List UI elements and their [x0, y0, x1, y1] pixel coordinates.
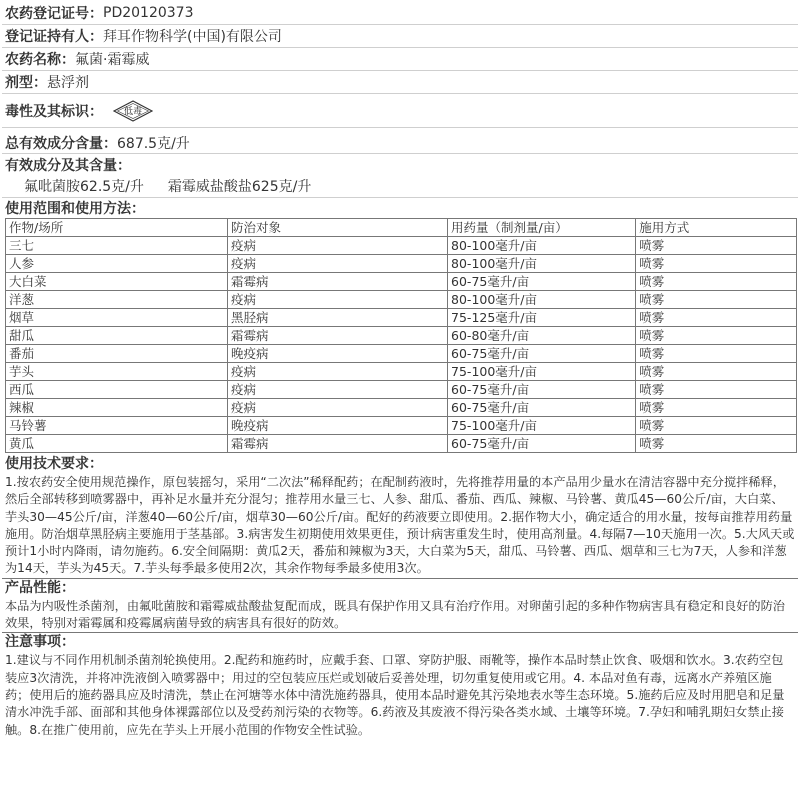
table-cell: 60-75毫升/亩	[448, 381, 636, 399]
table-cell: 80-100毫升/亩	[448, 255, 636, 273]
table-cell: 番茄	[6, 345, 228, 363]
table-header-cell: 施用方式	[636, 219, 797, 237]
total-content-row	[2, 132, 798, 154]
table-cell: 喷雾	[636, 399, 797, 417]
table-cell: 喷雾	[636, 309, 797, 327]
table-cell: 霜霉病	[228, 327, 448, 345]
table-cell: 喷雾	[636, 237, 797, 255]
table-cell: 60-75毫升/亩	[448, 345, 636, 363]
table-cell: 80-100毫升/亩	[448, 291, 636, 309]
table-cell: 60-80毫升/亩	[448, 327, 636, 345]
registration-label: 农药登记证号：	[5, 6, 103, 22]
formulation-label: 剂型：	[5, 75, 47, 91]
table-row	[6, 255, 797, 273]
table-cell: 疫病	[228, 237, 448, 255]
table-cell: 三七	[6, 237, 228, 255]
active-ingredients-list	[2, 175, 798, 198]
table-cell: 辣椒	[6, 399, 228, 417]
table-cell: 黑胫病	[228, 309, 448, 327]
table-cell: 喷雾	[636, 255, 797, 273]
table-cell: 80-100毫升/亩	[448, 237, 636, 255]
registration-row	[2, 2, 798, 25]
table-cell: 60-75毫升/亩	[448, 273, 636, 291]
toxicity-label: 毒性及其标识：	[5, 103, 103, 120]
ingredient-item: 霜霉威盐酸盐625克/升	[167, 179, 312, 195]
table-row	[6, 417, 797, 435]
active-ingredients-label: 有效成分及其含量：	[5, 157, 131, 174]
formulation-value: 悬浮剂	[47, 75, 89, 91]
table-cell: 疫病	[228, 381, 448, 399]
table-cell: 喷雾	[636, 381, 797, 399]
pesticide-label-document	[2, 2, 798, 798]
table-header-cell: 防治对象	[228, 219, 448, 237]
table-cell: 喷雾	[636, 345, 797, 363]
toxicity-badge-text: 低毒	[123, 107, 142, 117]
table-row	[6, 273, 797, 291]
technical-title: 使用技术要求：	[5, 456, 103, 472]
table-cell: 疫病	[228, 363, 448, 381]
table-cell: 霜霉病	[228, 435, 448, 453]
table-header-cell: 用药量（制剂量/亩）	[448, 219, 636, 237]
technical-text: 1.按农药安全使用规范操作，原包装摇匀，采用“二次法”稀释配药；在配制药液时，先将推荐用量的本产品用少量水在清洁容器中充分搅拌稀释，然后全部转移到喷雾器中，再补足水量并充分混匀；推荐用水量三七、人参、甜瓜、番茄、西瓜、辣椒、马铃薯、黄瓜45—60公斤/亩，大白菜、芋头30—45公斤/亩，洋葱40—60公斤/亩，烟草30—60公斤/亩。配好的药液要立即使用。2.据作物大小，确定适合的用水量，按每亩推荐用药量施用。防治烟草黑胫病主要施用于茎基部。3.病害发生初期使用效果更佳，预计病害重发生时，使用高剂量。4.每隔7—10天施用一次。5.大风天或预计1小时内降雨，请勿施药。6.安全间隔期：黄瓜2天，番茄和辣椒为3天，大白菜为5天，甜瓜、马铃薯、西瓜、烟草和三七为7天，人参和洋葱为14天，芋头为45天。7.芋头每季最多使用2次，其余作物每季最多使用3次。	[2, 474, 798, 579]
table-row	[6, 327, 797, 345]
formulation-row	[2, 71, 798, 94]
total-content-value: 687.5克/升	[117, 135, 190, 152]
holder-row	[2, 25, 798, 48]
active-ingredients-row	[2, 154, 798, 175]
table-cell: 芋头	[6, 363, 228, 381]
toxicity-row	[2, 94, 798, 128]
table-cell: 喷雾	[636, 417, 797, 435]
name-label: 农药名称：	[5, 52, 75, 68]
table-header-row	[6, 219, 797, 237]
table-row	[6, 309, 797, 327]
table-row	[6, 381, 797, 399]
table-cell: 75-100毫升/亩	[448, 417, 636, 435]
table-cell: 人参	[6, 255, 228, 273]
table-row	[6, 435, 797, 453]
registration-value: PD20120373	[103, 5, 194, 21]
table-cell: 霜霉病	[228, 273, 448, 291]
table-header-cell: 作物/场所	[6, 219, 228, 237]
table-cell: 喷雾	[636, 327, 797, 345]
table-cell: 马铃薯	[6, 417, 228, 435]
name-value: 氟菌·霜霉威	[75, 52, 150, 68]
low-toxicity-badge-icon	[113, 100, 153, 122]
precautions-title: 注意事项：	[5, 634, 75, 651]
table-cell: 洋葱	[6, 291, 228, 309]
table-cell: 烟草	[6, 309, 228, 327]
table-cell: 大白菜	[6, 273, 228, 291]
usage-table	[5, 218, 797, 453]
performance-title: 产品性能：	[5, 579, 75, 596]
name-row	[2, 48, 798, 71]
table-cell: 晚疫病	[228, 417, 448, 435]
precautions-text: 1.建议与不同作用机制杀菌剂轮换使用。2.配药和施药时，应戴手套、口罩、穿防护服、雨靴等，操作本品时禁止饮食、吸烟和饮水。3.农药空包装应3次清洗，并将冲洗液倒入喷雾器中；用过的空包装应压烂或划破后妥善处理，切勿重复使用或它用。4. 本品对鱼有毒，远离水产养殖区施药；使用后的施药器具应及时清洗，禁止在河塘等水体中清洗施药器具，使用本品时避免其污染地表水等生态环境。5.施药后应及时用肥皂和足量清水冲洗手部、面部和其他身体裸露部位以及受药剂污染的衣物等。6.药液及其废液不得污染各类水域、土壤等环境。7.孕妇和哺乳期妇女禁止接触。8.在推广使用前，应先在芋头上开展小范围的作物安全性试验。	[5, 653, 785, 737]
table-cell: 60-75毫升/亩	[448, 435, 636, 453]
table-cell: 喷雾	[636, 273, 797, 291]
table-cell: 75-125毫升/亩	[448, 309, 636, 327]
table-cell: 甜瓜	[6, 327, 228, 345]
performance-text: 本品为内吸性杀菌剂，由氟吡菌胺和霜霉威盐酸盐复配而成，既具有保护作用又具有治疗作用。对卵菌引起的多种作物病害具有稳定和良好的防治效果，特别对霜霉属和疫霉属病菌导致的病害具有很好的防效。	[2, 598, 798, 634]
table-row	[6, 291, 797, 309]
total-content-label: 总有效成分含量：	[5, 135, 117, 152]
table-cell: 喷雾	[636, 435, 797, 453]
ingredient-item: 氟吡菌胺62.5克/升	[24, 179, 144, 195]
holder-label: 登记证持有人：	[5, 29, 103, 45]
table-row	[6, 345, 797, 363]
table-row	[6, 237, 797, 255]
table-cell: 疫病	[228, 255, 448, 273]
table-cell: 黄瓜	[6, 435, 228, 453]
table-cell: 西瓜	[6, 381, 228, 399]
table-cell: 喷雾	[636, 363, 797, 381]
usage-section-title: 使用范围和使用方法：	[5, 201, 145, 217]
table-cell: 75-100毫升/亩	[448, 363, 636, 381]
table-row	[6, 399, 797, 417]
holder-value: 拜耳作物科学(中国)有限公司	[103, 29, 282, 45]
table-cell: 喷雾	[636, 291, 797, 309]
table-cell: 疫病	[228, 291, 448, 309]
table-cell: 60-75毫升/亩	[448, 399, 636, 417]
table-cell: 疫病	[228, 399, 448, 417]
table-row	[6, 363, 797, 381]
table-cell: 晚疫病	[228, 345, 448, 363]
